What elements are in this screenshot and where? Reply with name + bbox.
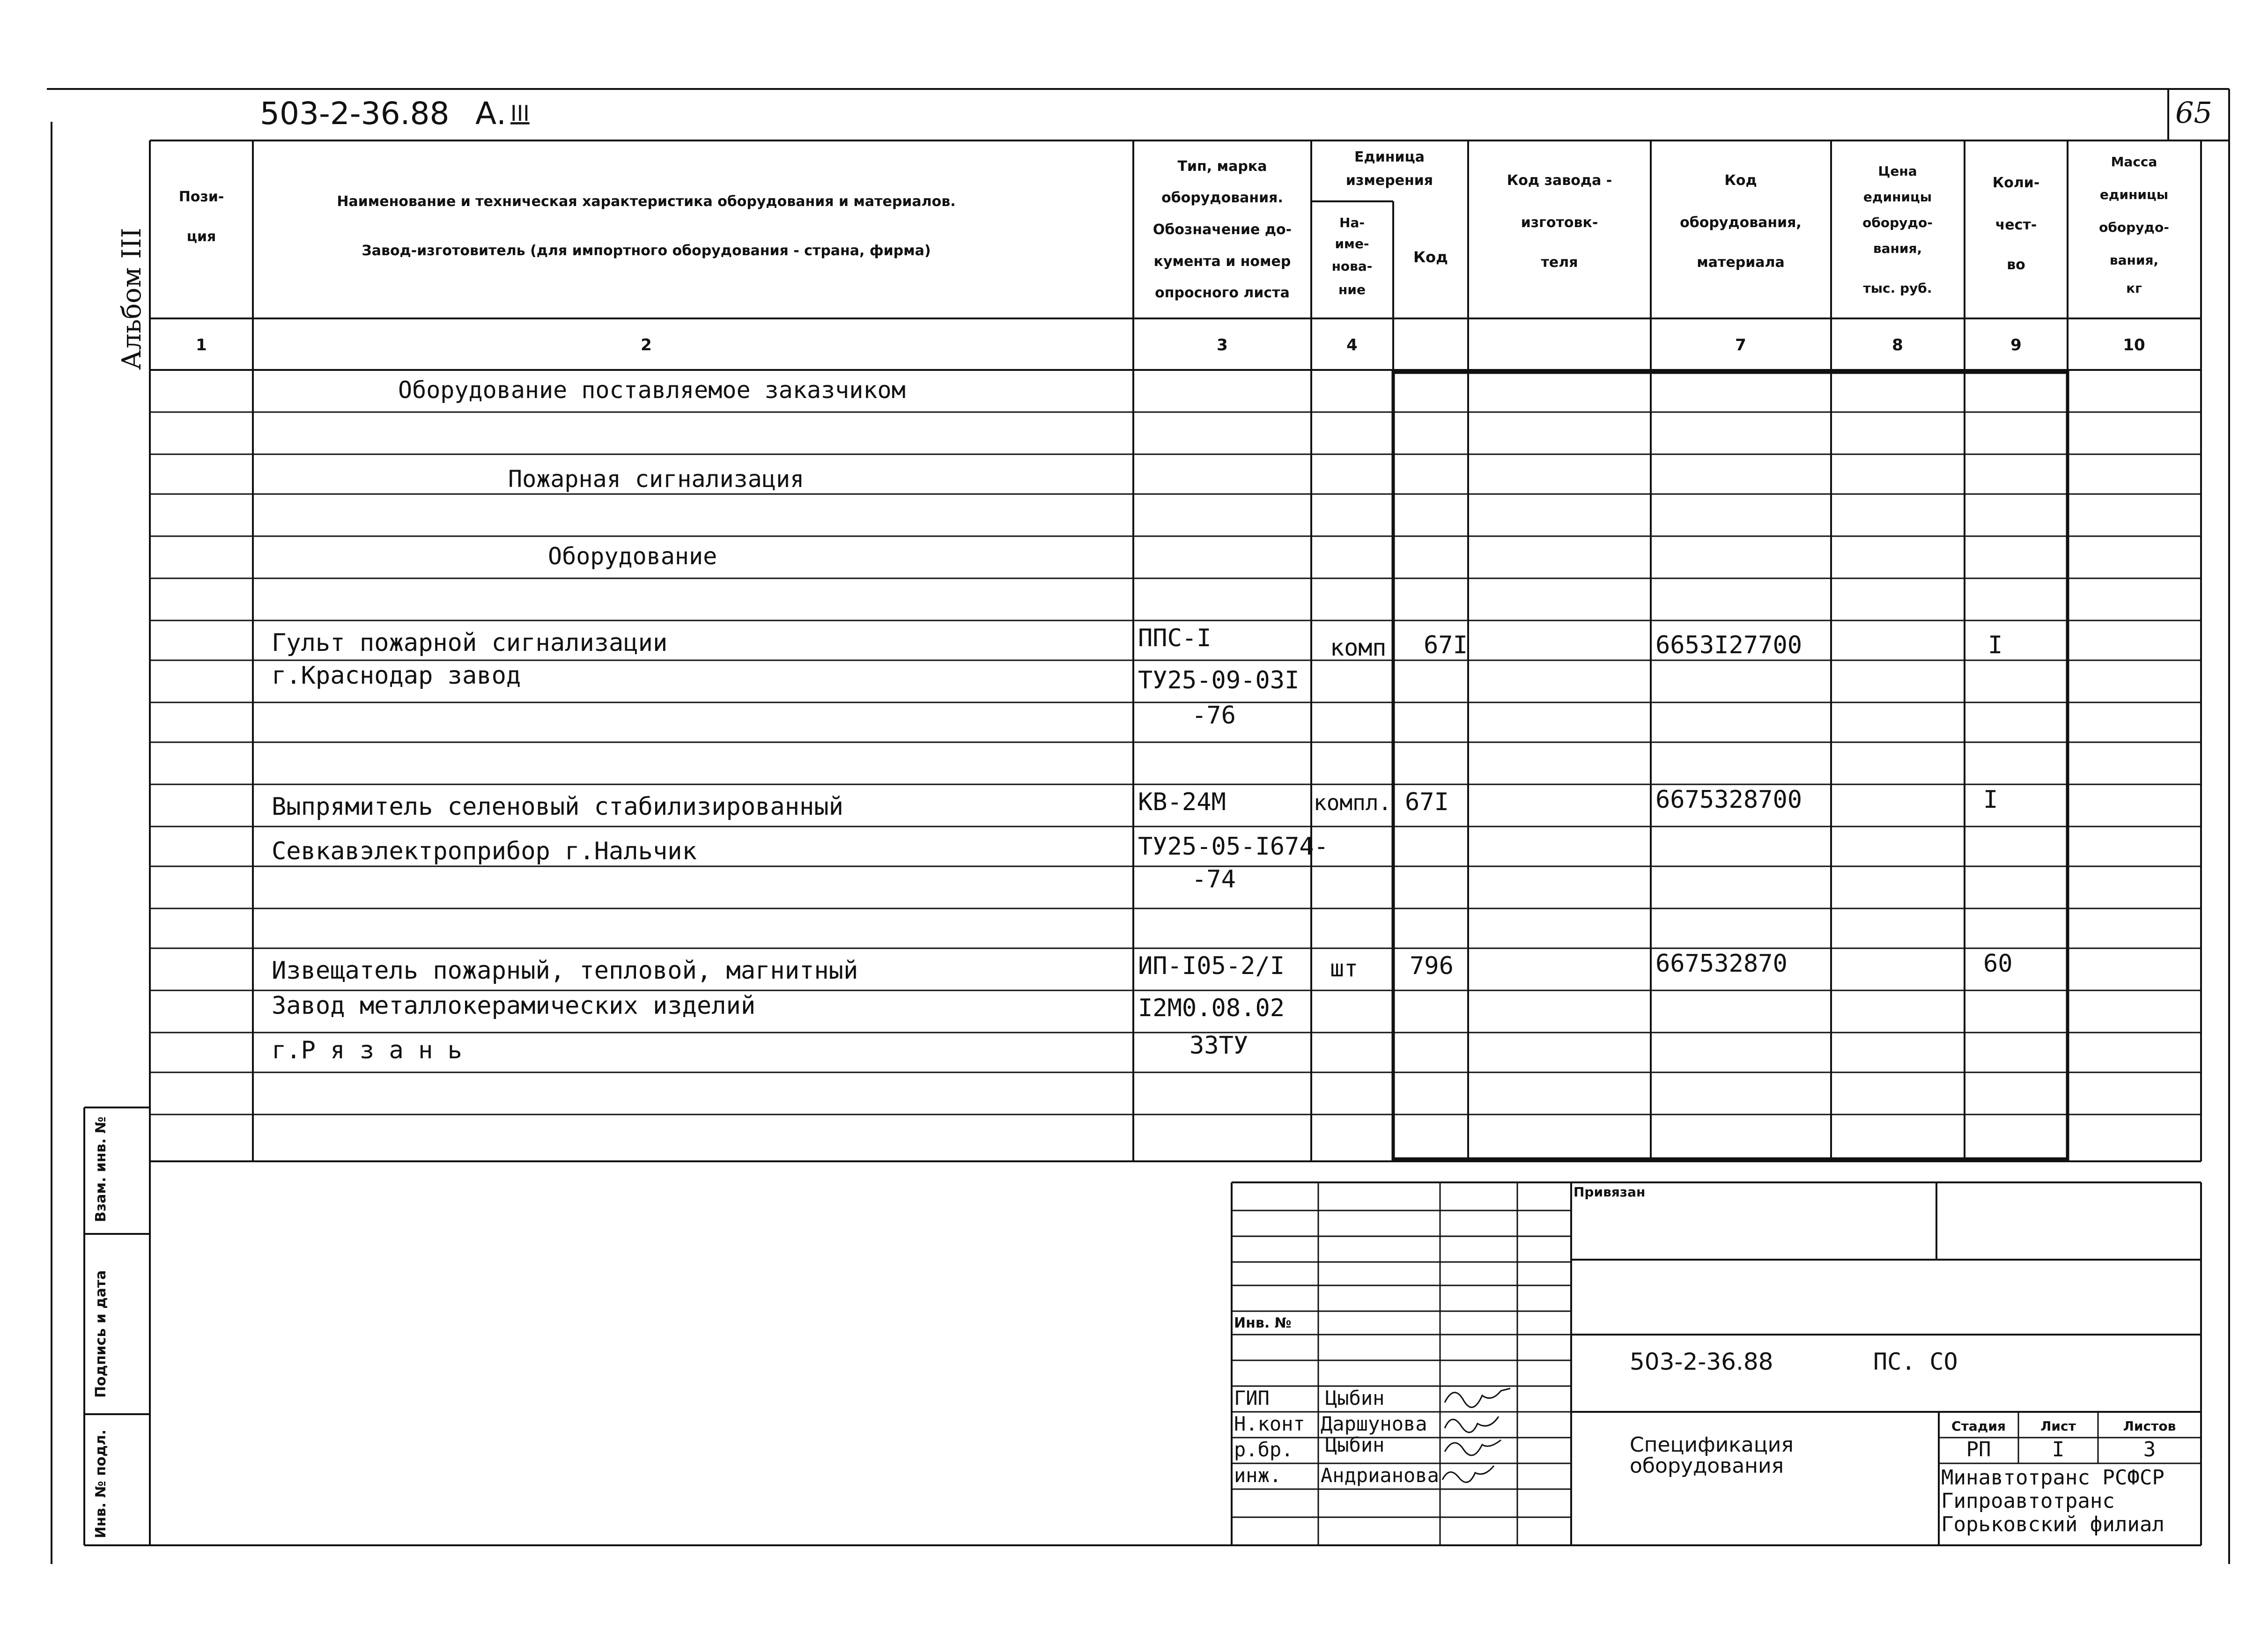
hdr-col6-l2: изготовк-: [1521, 214, 1598, 231]
hdr-col6-l1: Код завода -: [1507, 172, 1612, 189]
signer-name-2: Даршунова: [1321, 1412, 1427, 1435]
hdr-col3-l1: Тип, марка: [1177, 158, 1267, 175]
stamp-sheet-label: Лист: [2040, 1418, 2076, 1434]
section-title-equipment: Оборудование: [548, 543, 717, 570]
signer-role-2: Н.конт: [1234, 1412, 1305, 1435]
stamp-org-l2: Гипроавтотранс: [1941, 1489, 2115, 1513]
stamp-stage: РП: [1966, 1438, 1991, 1461]
stamp-title-l1: Спецификация: [1630, 1433, 1794, 1457]
hdr-col9-l3: во: [2007, 257, 2025, 273]
item-row-1: [272, 624, 2002, 730]
hdr-col10-l1: Масса: [2111, 154, 2157, 170]
doc-code-top: 503-2-36.88: [260, 96, 450, 132]
colnum-1: 1: [196, 336, 207, 354]
item3-unit-code: 796: [1410, 952, 1454, 980]
left-side-stamp: [84, 1107, 2201, 1545]
stamp-doc-code: 503-2-36.88: [1630, 1348, 1773, 1375]
signature-2: [1445, 1417, 1499, 1432]
hdr-col8-l4: вания,: [1873, 241, 1922, 256]
item-row-2: [272, 786, 1998, 893]
album-label: А.: [475, 96, 507, 132]
hdr-col10-l2: единицы: [2099, 187, 2169, 202]
stamp-stage-label: Стадия: [1951, 1418, 2006, 1434]
hdr-unit-l1: Единица: [1354, 149, 1425, 165]
hdr-col3-l3: Обозначение до-: [1152, 221, 1292, 238]
item2-qty: I: [1983, 786, 1998, 814]
hdr-col2-l2: Завод-изготовитель (для импортного оборудования - страна, фирма): [362, 243, 931, 259]
item1-qty: I: [1988, 631, 2003, 659]
item1-doc1: ТУ25-09-03I: [1138, 666, 1300, 694]
side-album-label: Альбом III: [117, 228, 147, 370]
hdr-unitname-l3: нова-: [1331, 258, 1373, 274]
hdr-col7-l2: оборудования,: [1680, 214, 1802, 231]
column-numbers-row: [196, 336, 2145, 354]
stamp-sheets-label: Листов: [2123, 1418, 2176, 1434]
side-inv-orig: Инв. № подл.: [93, 1429, 109, 1538]
hdr-col8-l1: Цена: [1878, 163, 1917, 179]
item1-maker: г.Краснодар завод: [272, 662, 521, 690]
signature-1: [1445, 1388, 1510, 1407]
signer-name-4: Андрианова: [1321, 1464, 1439, 1487]
colnum-3: 3: [1217, 336, 1228, 354]
stamp-title-l2: оборудования: [1630, 1454, 1784, 1478]
page-number: 65: [2175, 96, 2212, 130]
item3-code: 667532870: [1655, 950, 1788, 978]
signature-3: [1445, 1440, 1501, 1455]
signer-name-3: Цыбин: [1325, 1433, 1385, 1456]
item1-code: 6653I27700: [1655, 631, 1803, 659]
stamp-privyazan: Привязан: [1574, 1184, 1646, 1200]
signer-role-1: ГИП: [1234, 1387, 1270, 1410]
hdr-unitname-l2: име-: [1335, 236, 1369, 251]
stamp-inv-no: Инв. №: [1234, 1315, 1292, 1331]
side-inv-replace: Взам. инв. №: [93, 1116, 109, 1222]
stamp-org-l1: Минавтотранс РСФСР: [1941, 1466, 2165, 1490]
side-sign-date: Подпись и дата: [93, 1270, 109, 1398]
bold-block: [1393, 372, 2068, 1159]
hdr-col7-l1: Код: [1724, 172, 1757, 189]
signer-role-3: р.бр.: [1234, 1438, 1293, 1461]
title-block: [1232, 1182, 2201, 1545]
item2-name: Выпрямитель селеновый стабилизированный: [272, 793, 843, 821]
album-roman: III: [510, 101, 530, 126]
hdr-unit-l2: измерения: [1345, 172, 1433, 189]
hdr-unitname-l4: ние: [1338, 282, 1366, 297]
section-title-customer: Оборудование поставляемое заказчиком: [398, 376, 906, 404]
item2-doc2: -74: [1192, 865, 1236, 893]
stamp-org-l3: Горьковский филиал: [1941, 1513, 2165, 1536]
item1-type: ППС-I: [1138, 624, 1212, 652]
stamp-sheet: I: [2052, 1438, 2065, 1461]
hdr-col1-l1: Пози-: [178, 189, 224, 205]
hdr-col3-l4: кумента и номер: [1153, 253, 1291, 270]
item3-type: ИП-I05-2/I: [1138, 952, 1285, 980]
item3-unit: шт: [1330, 955, 1359, 982]
hdr-col6-l3: теля: [1541, 254, 1578, 271]
item1-doc2: -76: [1192, 701, 1236, 730]
hdr-col10-l4: вания,: [2109, 252, 2159, 268]
item3-maker2: г.Р я з а н ь: [272, 1036, 462, 1064]
hdr-col2-l1: Наименование и техническая характеристика оборудования и материалов.: [337, 193, 956, 210]
stamp-doc-suffix: ПС. СО: [1873, 1348, 1958, 1375]
hdr-col10-l3: оборудо-: [2099, 220, 2169, 235]
item3-doc1: I2М0.08.02: [1138, 994, 1285, 1022]
item2-type: КВ-24М: [1138, 788, 1226, 816]
colnum-7: 7: [1735, 336, 1746, 354]
item1-unit-code: 67I: [1424, 631, 1468, 659]
hdr-unitcode: Код: [1413, 248, 1448, 266]
hdr-col10-l5: кг: [2126, 280, 2142, 296]
item3-qty: 60: [1983, 950, 2013, 978]
hdr-col7-l3: материала: [1697, 254, 1785, 271]
item1-unit: комп: [1330, 634, 1387, 661]
signature-4: [1442, 1466, 1494, 1482]
colnum-4: 4: [1346, 336, 1358, 354]
item3-name: Извещатель пожарный, тепловой, магнитный: [272, 957, 858, 985]
colnum-9: 9: [2010, 336, 2022, 354]
stamp-sheets: 3: [2143, 1438, 2156, 1461]
colnum-2: 2: [641, 336, 652, 354]
item-row-3: [272, 950, 2013, 1064]
hdr-col3-l2: оборудования.: [1161, 190, 1283, 206]
hdr-col8-l5: тыс. руб.: [1863, 280, 1932, 296]
hdr-col3-l5: опросного листа: [1155, 285, 1290, 301]
item2-unit: компл.: [1314, 790, 1392, 815]
hdr-col8-l3: оборудо-: [1862, 215, 1933, 230]
hdr-col9-l1: Коли-: [1992, 175, 2040, 191]
signer-role-4: инж.: [1234, 1464, 1282, 1487]
item2-unit-code: 67I: [1405, 788, 1449, 816]
colnum-8: 8: [1892, 336, 1903, 354]
item3-maker: Завод металлокерамических изделий: [272, 992, 756, 1020]
item2-code: 6675328700: [1655, 786, 1803, 814]
item3-doc2: 33ТУ: [1189, 1032, 1249, 1060]
hdr-col9-l2: чест-: [1995, 217, 2037, 233]
hdr-col1-l2: ция: [186, 229, 216, 245]
colnum-10: 10: [2123, 336, 2145, 354]
section-title-fire-alarm: Пожарная сигнализация: [508, 465, 805, 493]
signer-name-1: Цыбин: [1325, 1387, 1385, 1410]
table-header: [179, 149, 2169, 301]
item2-maker: Севкавэлектроприбор г.Нальчик: [272, 837, 697, 865]
hdr-unitname-l1: На-: [1339, 215, 1365, 230]
item2-doc1: ТУ25-05-I674-: [1138, 833, 1329, 861]
hdr-col8-l2: единицы: [1863, 189, 1932, 205]
item1-name: Гульт пожарной сигнализации: [272, 629, 668, 657]
